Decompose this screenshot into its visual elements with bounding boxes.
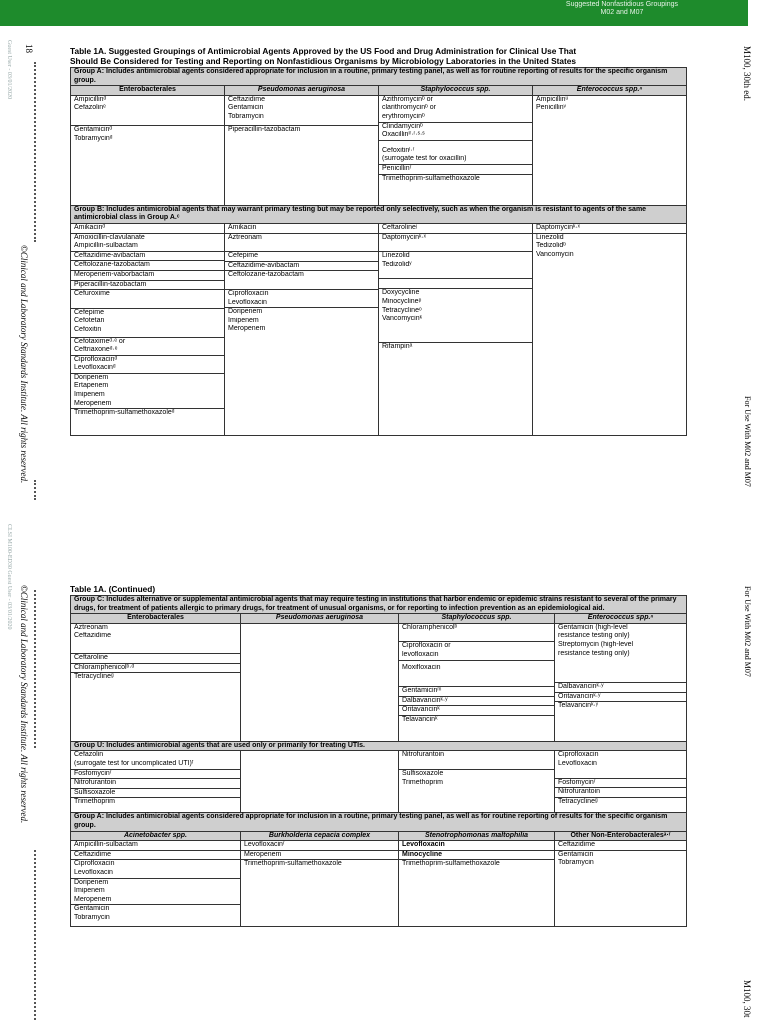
drug-item: Gentamicin (high-level xyxy=(558,623,628,631)
drug-item: Cefepime xyxy=(74,308,104,316)
drug-item: Dalbavancinᵏ·ʸ xyxy=(558,683,604,691)
drug-item: Minocycline xyxy=(402,850,443,858)
page2-table xyxy=(70,595,687,927)
drug-item: Imipenem xyxy=(228,316,259,324)
drug-item: Levofloxacin xyxy=(558,759,597,767)
drug-item: Nitrofurantoin xyxy=(558,788,601,796)
banner-title xyxy=(566,1,678,17)
drug-item: Tetracyclineᵒ xyxy=(382,306,422,314)
group-b-pseudomonas-cell xyxy=(225,223,379,435)
drug-item: Tedizolidʸ xyxy=(382,260,412,268)
header-banner xyxy=(0,0,748,26)
dotted-margin-line xyxy=(34,480,36,500)
drug-item: Ceftazidime xyxy=(74,632,111,640)
page1-table xyxy=(70,67,687,436)
banner-line-1: Suggested Nonfastidious Groupings xyxy=(565,1,678,8)
col-burkholderia: Burkholderia cepacia complex xyxy=(241,831,399,841)
drug-item: Trimethoprim-sulfamethoxazoleᵈ xyxy=(74,409,175,417)
drug-item: Levofloxacinᵈ xyxy=(74,364,116,372)
edition-label-top: M100, 30th ed. xyxy=(742,46,752,101)
group-b-header: Group B: Includes antimicrobial agents that may warrant primary testing but may be reported only selectively, such as when the organism is resistant to agents of the same antimicrobial class in Group A.ᶜ xyxy=(71,205,687,223)
drug-item: Tobramycin xyxy=(228,112,264,120)
drug-item: Linezolid xyxy=(536,233,564,241)
drug-item: Cefoxitin xyxy=(74,325,102,333)
drug-item: resistance testing only) xyxy=(558,649,630,657)
group-c-enterobacterales-cell xyxy=(71,623,241,741)
drug-item: Moxifloxacin xyxy=(402,663,441,671)
drug-item: Dalbavancinᵏ·ʸ xyxy=(402,696,448,704)
drug-item: Ceftazidime xyxy=(228,95,265,103)
drug-item: Meropenem xyxy=(228,325,266,333)
drug-item: Imipenem xyxy=(74,391,105,399)
drug-item: Cefuroxime xyxy=(74,290,110,298)
drug-item: Cefoxitinˡ·ʳ xyxy=(382,146,415,154)
drug-item: Doripenem xyxy=(74,373,109,381)
drug-item: Ertapenem xyxy=(74,382,109,390)
drug-item: Meropenem xyxy=(244,850,282,858)
group-c-header: Group C: Includes alternative or supplemental antimicrobial agents that may require testing in institutions that harbor endemic or epidemic strains resistant to several of the primary drugs, for treatment of patients allergic to primary drugs, for treatment of unusual organisms, or for reporting to infection prevention as an epidemiological aid. xyxy=(71,596,687,614)
col-pseudomonas: Pseudomonas aeruginosa xyxy=(225,86,379,96)
drug-item: Levofloxacin xyxy=(228,298,267,306)
copyright-notice-bottom: ©Clinical and Laboratory Standards Institute. All rights reserved. xyxy=(19,585,29,824)
drug-item: Doripenem xyxy=(228,308,263,316)
col-pseudomonas: Pseudomonas aeruginosa xyxy=(241,614,399,624)
drug-item: Daptomycinᵏ·ˣ xyxy=(536,223,580,231)
drug-item: Sulfisoxazole xyxy=(402,769,444,777)
drug-item: Gentamicin xyxy=(74,905,110,913)
col-enterococcus: Enterococcus spp.ⁿ xyxy=(555,614,687,624)
dotted-margin-line xyxy=(34,850,36,1020)
group-a-staphylococcus-cell xyxy=(379,95,533,205)
drug-item: Streptomycin (high-level xyxy=(558,640,634,648)
drug-item: Nitrofurantoin xyxy=(74,779,117,787)
group-a2-burkholderia-cell xyxy=(241,841,399,927)
drug-item: Ciprofloxacin xyxy=(74,860,115,868)
drug-item: Amikacin xyxy=(228,223,257,231)
drug-item: Tedizolidᵇ xyxy=(536,242,566,250)
drug-item: Doripenem xyxy=(74,878,109,886)
drug-item: Gentamicinᵐ xyxy=(402,687,442,695)
drug-item: (surrogate test for oxacillin) xyxy=(382,155,467,163)
drug-item: Cefazolinᵉ xyxy=(74,104,106,112)
group-a2-stenotrophomonas-cell xyxy=(399,841,555,927)
use-with-label-top: For Use With M02 and M07 xyxy=(743,396,752,487)
drug-item: resistance testing only) xyxy=(558,632,630,640)
drug-item: Trimethoprim xyxy=(402,778,443,786)
group-c-enterococcus-cell xyxy=(555,623,687,741)
group-u-enterobacterales-cell xyxy=(71,751,241,813)
banner-line-2: M02 and M07 xyxy=(600,9,644,16)
drug-item: Trimethoprim-sulfamethoxazole xyxy=(402,860,500,868)
drug-item: Telavancinᵏ·ʸ xyxy=(558,702,599,710)
drug-item: Ceftazidime xyxy=(558,841,595,849)
drug-item: clarithromycinᵇ or xyxy=(382,104,436,112)
col-staphylococcus: Staphylococcus spp. xyxy=(379,86,533,96)
drug-item: Trimethoprim-sulfamethoxazole xyxy=(244,860,342,868)
drug-item: Amikacinᵈ xyxy=(74,223,106,231)
drug-item: Linezolid xyxy=(382,252,410,260)
drug-item: Piperacillin-tazobactam xyxy=(74,280,147,288)
drug-item: Aztreonam xyxy=(74,623,108,631)
drug-item: Oxacillinˡʳ·ʳ·ˢ·ˢ xyxy=(382,131,425,139)
drug-item: Ampicillin-sulbactam xyxy=(74,841,138,849)
drug-item: Rifampinᵃ xyxy=(382,342,413,350)
group-a-header: Group A: Includes antimicrobial agents considered appropriate for inclusion in a routine, primary testing panel, as well as for routine reporting of results for the specific organism group. xyxy=(71,68,687,86)
drug-item: Ampicillinᵈ xyxy=(74,95,107,103)
group-b-enterobacterales-cell xyxy=(71,223,225,435)
drug-item: Penicillinʳ xyxy=(382,164,412,172)
drug-item: levofloxacin xyxy=(402,650,439,658)
page-number: 18 xyxy=(24,44,34,53)
dotted-margin-line xyxy=(34,62,36,242)
group-a2-acinetobacter-cell xyxy=(71,841,241,927)
drug-item: erythromycinᵇ xyxy=(382,112,425,120)
group-a-pseudomonas-cell xyxy=(225,95,379,205)
drug-item: Sulfisoxazole xyxy=(74,788,116,796)
drug-item: Ceftazidime xyxy=(74,850,111,858)
drug-item: Ampicillinᵘ xyxy=(536,95,569,103)
drug-item: Minocyclineᵖ xyxy=(382,297,422,305)
col-other-non-enterobacterales: Other Non-Enterobacteralesᵃ·ʳ xyxy=(555,831,687,841)
drug-item: (surrogate test for uncomplicated UTI)ᶠ xyxy=(74,759,194,767)
page1-title xyxy=(70,46,576,66)
drug-item: Ciprofloxacin or xyxy=(402,642,451,650)
drug-item: Oritavancinᵏ xyxy=(402,706,440,714)
drug-item: Levofloxacinʳ xyxy=(244,841,285,849)
col-enterobacterales: Enterobacterales xyxy=(71,614,241,624)
col-enterobacterales: Enterobacterales xyxy=(71,86,225,96)
drug-item: Meropenem xyxy=(74,399,112,407)
drug-item: Oritavancinᵏ·ʸ xyxy=(558,692,601,700)
drug-item: Ceftolozane-tazobactam xyxy=(228,271,304,279)
drug-item: Clindamycinᵇ xyxy=(382,122,423,130)
drug-item: Ceftriaxoneᵈ·ᵉ xyxy=(74,346,118,354)
drug-item: Levofloxacin xyxy=(74,868,113,876)
page1-title-line2: Should Be Considered for Testing and Reporting on Nonfastidious Organisms by Microbiology Laboratories in the United States xyxy=(70,56,576,66)
col-staphylococcus: Staphylococcus spp. xyxy=(399,614,555,624)
drug-item: Ceftazidime-avibactam xyxy=(228,261,300,269)
group-b-enterococcus-cell xyxy=(533,223,687,435)
col-enterococcus: Enterococcus spp.ⁿ xyxy=(533,86,687,96)
drug-item: Ciprofloxacinᵈ xyxy=(74,355,118,363)
group-a-enterococcus-cell xyxy=(533,95,687,205)
group-a2-other-cell xyxy=(555,841,687,927)
drug-item: Trimethoprim-sulfamethoxazole xyxy=(382,174,480,182)
drug-item: Ceftazidime-avibactam xyxy=(74,251,146,259)
drug-item: Telavancinᵏ xyxy=(402,715,438,723)
col-stenotrophomonas: Stenotrophomonas maltophilia xyxy=(399,831,555,841)
drug-item: Tobramycinᵈ xyxy=(74,134,113,142)
group-c-staphylococcus-cell xyxy=(399,623,555,741)
drug-item: Trimethoprim xyxy=(74,798,115,806)
group-a-enterobacterales-cell xyxy=(71,95,225,205)
drug-item: Nitrofurantoin xyxy=(402,751,445,759)
drug-item: Vancomycin xyxy=(536,250,574,258)
group-u-pseudomonas-cell xyxy=(241,751,399,813)
edition-label-bottom: M100, 30t xyxy=(742,980,752,1018)
drug-item: Penicillinᵛ xyxy=(536,104,566,112)
page2-title: Table 1A. (Continued) xyxy=(70,584,156,594)
drug-item: Levofloxacin xyxy=(402,841,445,849)
drug-item: Imipenem xyxy=(74,887,105,895)
group-u-enterococcus-cell xyxy=(555,751,687,813)
drug-item: Cefepime xyxy=(228,252,258,260)
group-u-header: Group U: Includes antimicrobial agents that are used only or primarily for treating UTIs. xyxy=(71,741,687,751)
group-c-pseudomonas-cell xyxy=(241,623,399,741)
drug-item: Tobramycin xyxy=(558,859,594,867)
drug-item: Ceftaroline xyxy=(74,653,108,661)
drug-item: Meropenem-vaborbactam xyxy=(74,270,155,278)
dotted-margin-line xyxy=(34,590,36,748)
drug-item: Chloramphenicolᵇ xyxy=(402,623,458,631)
drug-item: Ciprofloxacin xyxy=(558,751,599,759)
copyright-notice-top: ©Clinical and Laboratory Standards Institute. All rights reserved. xyxy=(19,245,29,484)
drug-item: Tetracyclineᵍ xyxy=(74,673,114,681)
drug-item: Ampicillin-sulbactam xyxy=(74,242,138,250)
drug-item: Vancomycinᵏ xyxy=(382,315,422,323)
use-with-label-bottom: For Use With M02 and M07 xyxy=(743,586,752,677)
drug-item: Daptomycinᵏ·ˣ xyxy=(382,233,426,241)
drug-item: Fosfomycinʳ xyxy=(558,778,596,786)
col-acinetobacter: Acinetobacter spp. xyxy=(71,831,241,841)
drug-item: Ceftarolineʲ xyxy=(382,223,417,231)
group-u-staphylococcus-cell xyxy=(399,751,555,813)
drug-item: Cefazolin xyxy=(74,751,104,759)
drug-item: Chloramphenicolᵇ·ᵈ xyxy=(74,663,135,671)
drug-item: Piperacillin-tazobactam xyxy=(228,125,301,133)
page1-title-line1: Table 1A. Suggested Groupings of Antimicrobial Agents Approved by the US Food and Drug Administration for Clinical Use That xyxy=(70,46,577,56)
guest-user-stamp-bottom: CLSI M100-ED30 Guest User - 03/01/2020 xyxy=(6,524,12,630)
drug-item: Doxycycline xyxy=(382,289,420,297)
drug-item: Gentamicin xyxy=(558,850,594,858)
drug-item: Fosfomycinʳ xyxy=(74,769,112,777)
drug-item: Cefotetan xyxy=(74,317,105,325)
drug-item: Azithromycinᵇ or xyxy=(382,95,433,103)
drug-item: Gentamicinᵈ xyxy=(74,125,113,133)
drug-item: Gentamicin xyxy=(228,104,264,112)
drug-item: Ciprofloxacin xyxy=(228,289,269,297)
drug-item: Ceftolozane-tazobactam xyxy=(74,261,150,269)
group-b-staphylococcus-cell xyxy=(379,223,533,435)
drug-item: Meropenem xyxy=(74,895,112,903)
drug-item: Cefotaximeᵈ·ᵉ or xyxy=(74,337,126,345)
drug-item: Tobramycin xyxy=(74,913,110,921)
drug-item: Amoxicillin-clavulanate xyxy=(74,233,145,241)
guest-user-stamp-top: Guest User - 03/01/2020 xyxy=(6,40,12,100)
drug-item: Tetracyclineᵍ xyxy=(558,797,598,805)
drug-item: Aztreonam xyxy=(228,233,262,241)
group-a2-header: Group A: Includes antimicrobial agents considered appropriate for inclusion in a routine, primary testing panel, as well as for routine reporting of results for the specific organism group. xyxy=(71,813,687,831)
